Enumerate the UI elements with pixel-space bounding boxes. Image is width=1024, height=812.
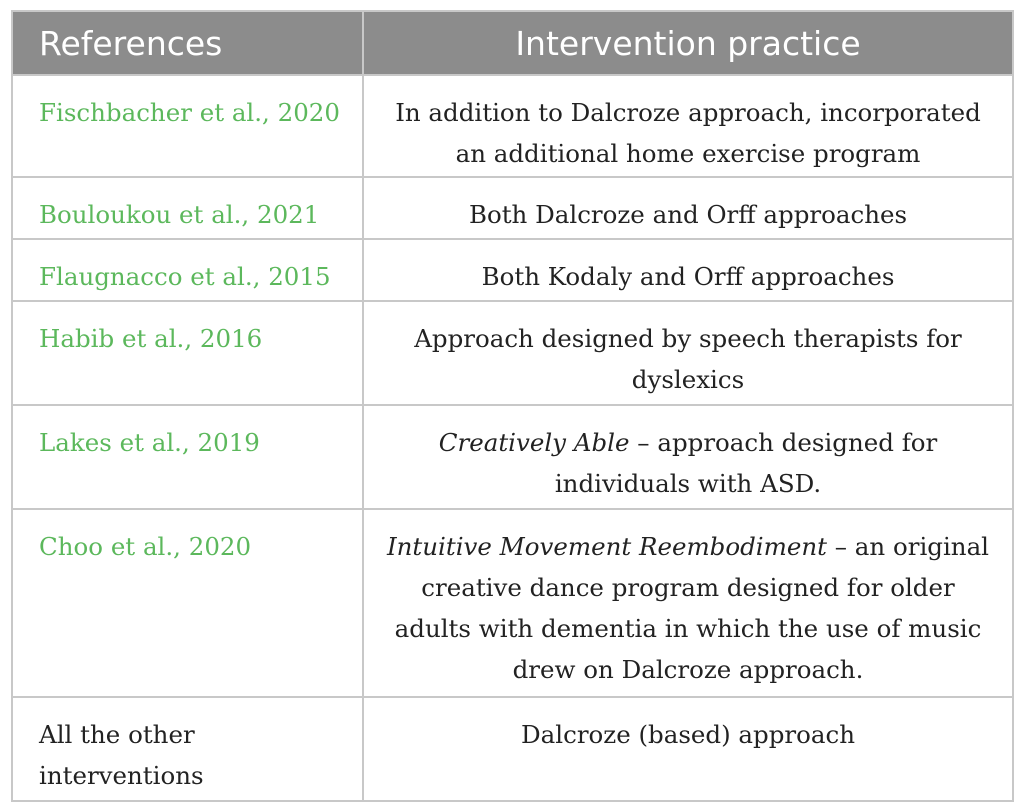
intervention-practice-cell [363,509,1013,697]
intervention-practice-cell [363,177,1013,239]
practice-text: In addition to Dalcroze approach, incorporated an additional home exercise program [395,98,981,168]
practice-text: Dalcroze (based) approach [521,720,855,749]
practice-text: Both Kodaly and Orff approaches [481,262,895,291]
reference-link[interactable]: Lakes et al., 2019 [12,405,363,509]
practice-text: – approach designed for individuals with ASD. [554,428,938,498]
reference-link[interactable]: Flaugnacco et al., 2015 [12,239,363,301]
reference-text: All the other interventions [12,697,363,801]
table-row [12,301,1013,405]
table-row [12,75,1013,177]
practice-text: – an original creative dance program designed for older adults with dementia in which the use of music drew on Dalcroze approach. [394,532,990,684]
header-references: References [12,11,363,75]
table-header-row [12,11,1013,75]
practice-italic-text: Creatively Able [438,428,630,457]
reference-link[interactable]: Habib et al., 2016 [12,301,363,405]
practice-italic-text: Intuitive Movement Reembodiment [386,532,827,561]
table-row [12,697,1013,801]
reference-link[interactable]: Bouloukou et al., 2021 [12,177,363,239]
table-row [12,509,1013,697]
practice-text: Approach designed by speech therapists for dyslexics [414,324,962,394]
practice-text: Both Dalcroze and Orff approaches [468,200,908,229]
reference-link[interactable]: Fischbacher et al., 2020 [12,75,363,177]
reference-link[interactable]: Choo et al., 2020 [12,509,363,697]
intervention-practice-cell [363,405,1013,509]
intervention-practice-cell [363,301,1013,405]
intervention-practice-cell [363,75,1013,177]
table-row [12,177,1013,239]
intervention-practice-cell [363,697,1013,801]
table-row [12,239,1013,301]
intervention-practice-cell [363,239,1013,301]
table-row [12,405,1013,509]
header-intervention-practice: Intervention practice [363,11,1013,75]
references-table [11,10,1014,802]
